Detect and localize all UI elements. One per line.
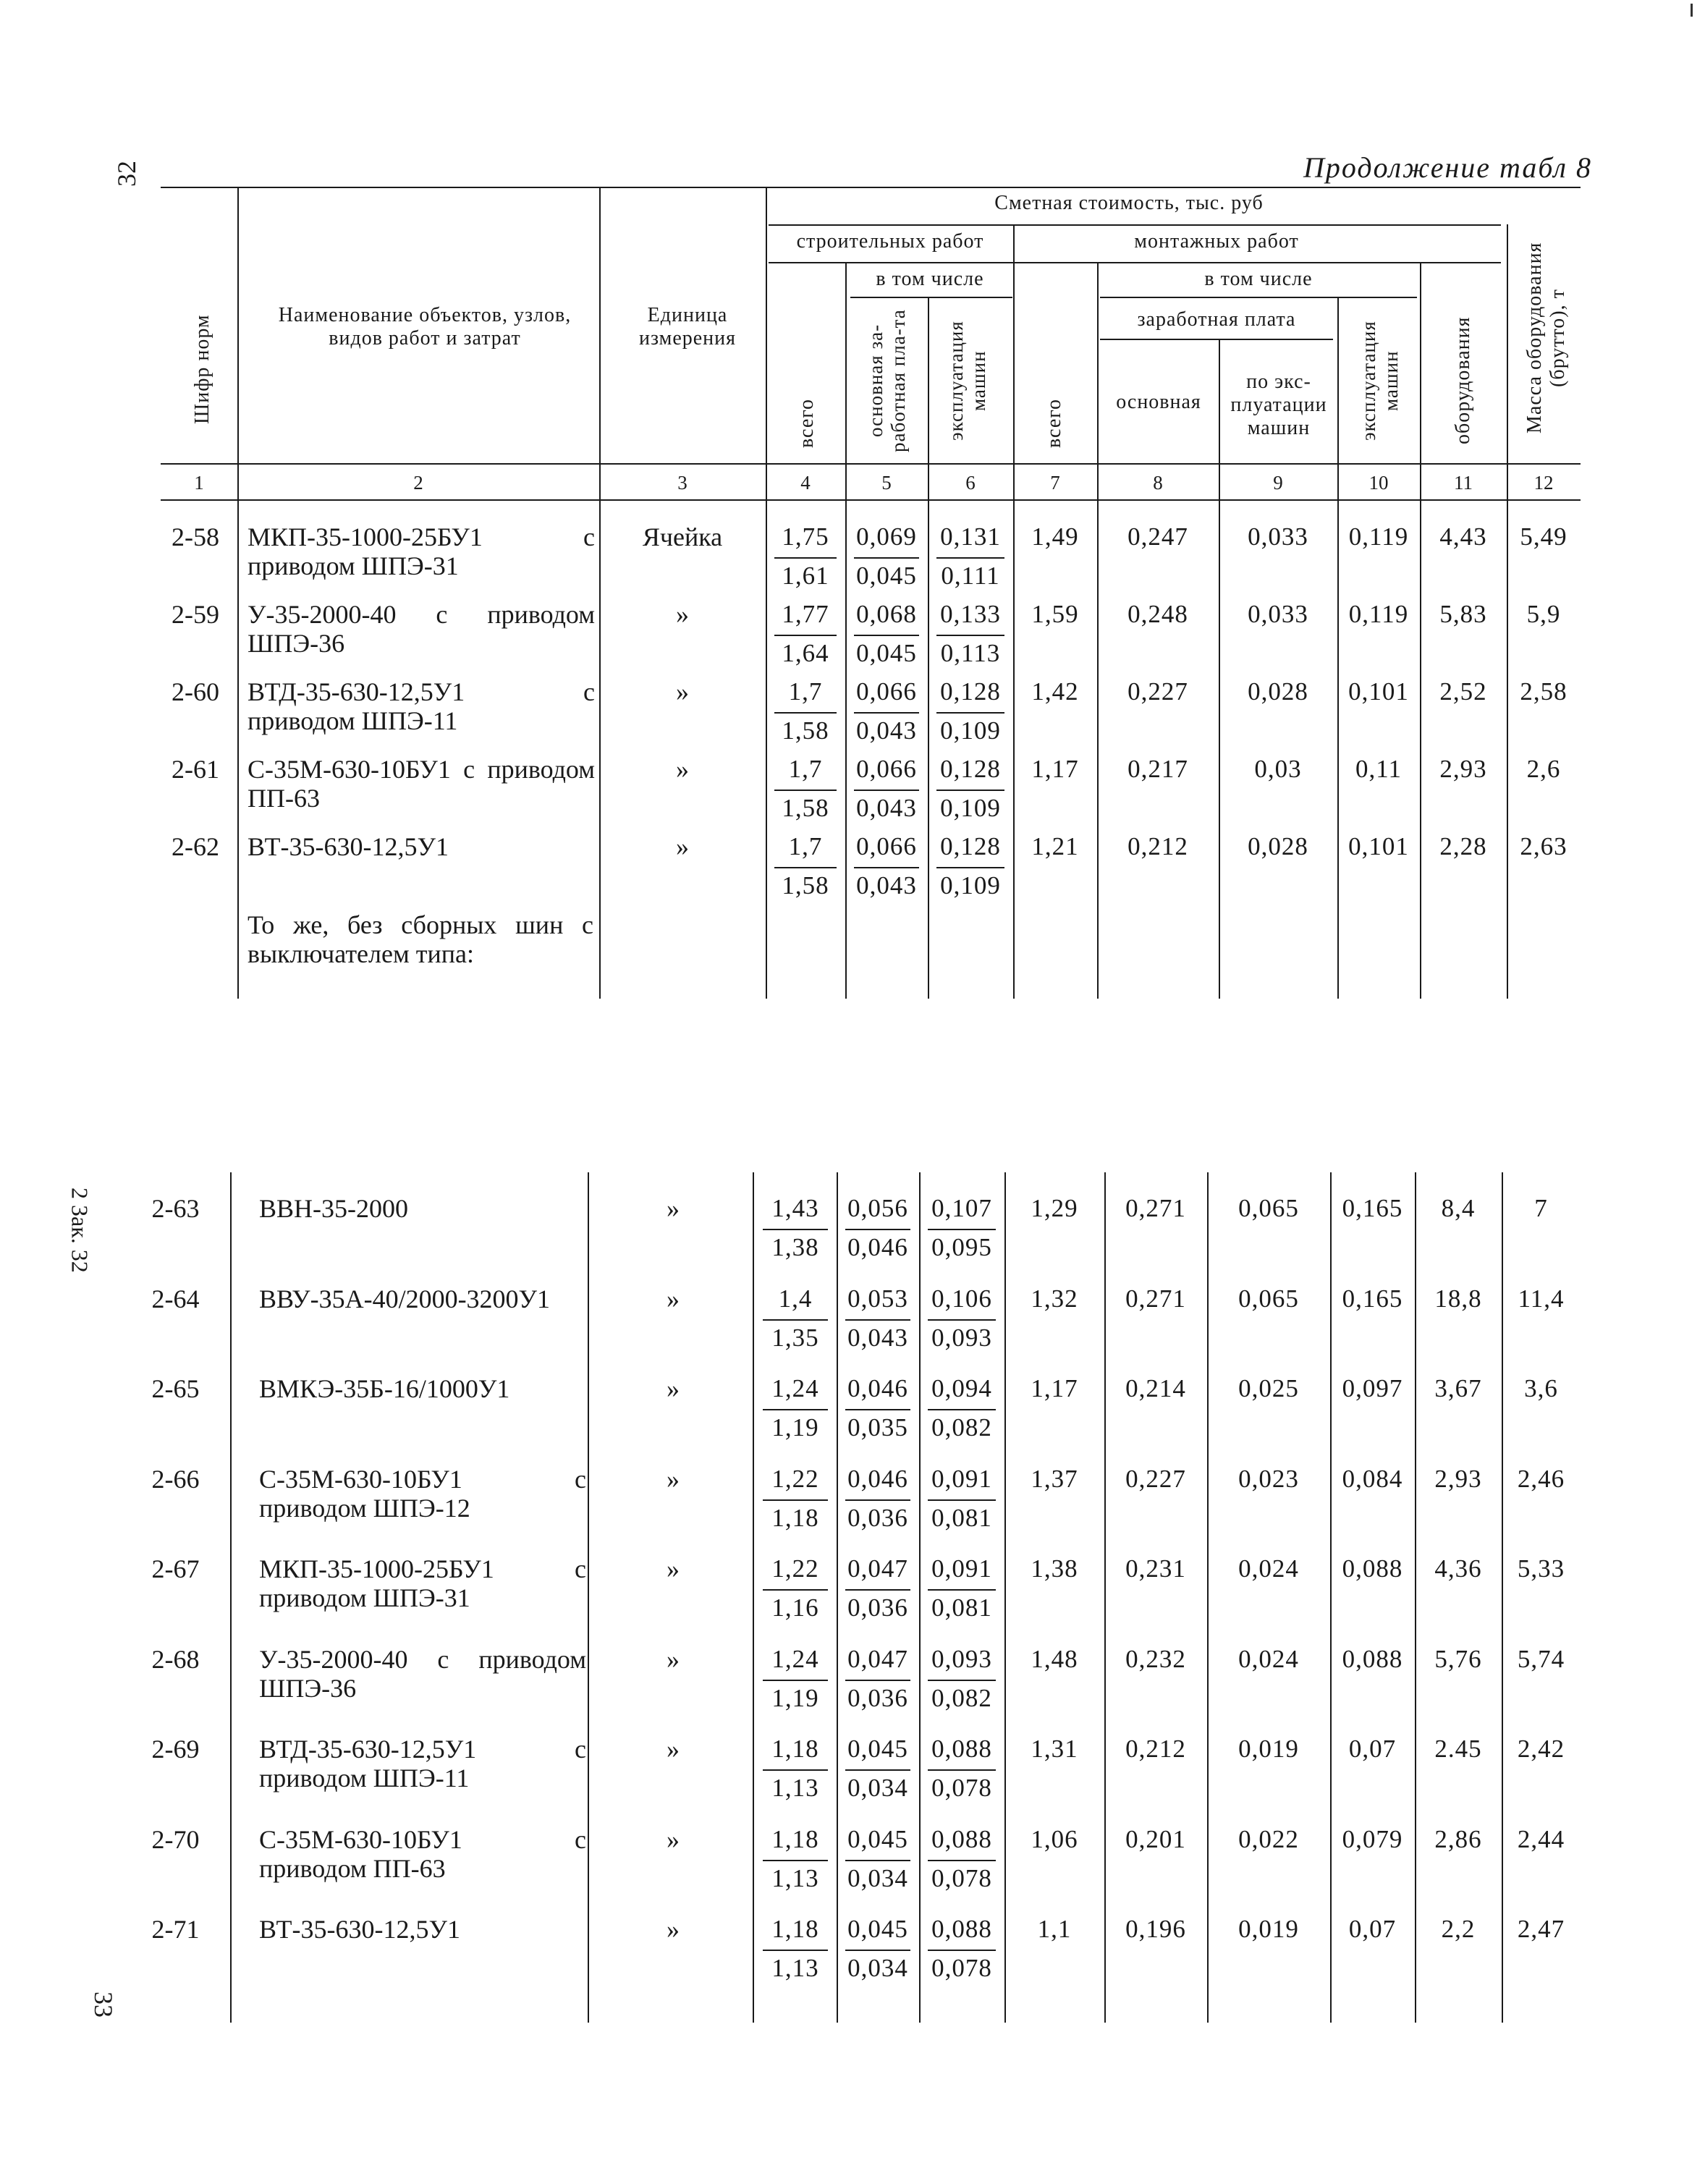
value-c9: 0,024 [1238, 1644, 1299, 1673]
fraction-line [763, 1769, 828, 1771]
unit: » [676, 832, 689, 861]
norm-code: 2-67 [151, 1554, 200, 1583]
value-c5b: 0,036 [847, 1593, 908, 1622]
norm-code: 2-63 [151, 1194, 200, 1223]
value-c6b: 0,081 [931, 1593, 992, 1622]
fraction-line [936, 712, 1004, 714]
corner-mark [1691, 4, 1693, 17]
value-c11: 4,36 [1434, 1554, 1482, 1583]
unit: » [667, 1284, 680, 1313]
fraction-line [763, 1589, 828, 1591]
value-c11: 2,52 [1439, 677, 1487, 706]
column-number: 2 [413, 472, 423, 494]
column-number: 1 [194, 472, 204, 494]
value-c6: 0,088 [931, 1824, 992, 1853]
fraction-line [928, 1409, 996, 1410]
norm-code: 2-62 [172, 832, 219, 861]
value-c9: 0,065 [1238, 1194, 1299, 1222]
header-oborud: оборудования [1451, 316, 1474, 445]
norm-code: 2-61 [172, 755, 219, 784]
value-c9: 0,022 [1238, 1824, 1299, 1853]
fraction-line [936, 557, 1004, 559]
column-rule [1219, 499, 1220, 999]
column-number: 4 [800, 472, 811, 494]
column-number: 7 [1050, 472, 1060, 494]
fraction-line [854, 557, 919, 559]
value-c8: 0,247 [1128, 522, 1188, 551]
fraction-line [936, 790, 1004, 791]
value-c4b: 1,61 [782, 562, 829, 590]
value-c8: 0,232 [1125, 1644, 1186, 1673]
value-c5b: 0,046 [847, 1233, 908, 1261]
value-c12: 2,63 [1520, 832, 1568, 860]
value-c4b: 1,16 [771, 1593, 819, 1622]
value-c9: 0,024 [1238, 1554, 1299, 1583]
value-c12: 2,6 [1526, 755, 1561, 783]
value-c4: 1,7 [788, 832, 823, 860]
unit: » [667, 1194, 680, 1223]
value-c4: 1,77 [782, 600, 829, 628]
value-c5b: 0,043 [856, 871, 917, 900]
fraction-line [854, 867, 919, 868]
norm-code: 2-60 [172, 677, 219, 706]
header-ekspl-2: эксплуатация машин [1357, 321, 1402, 441]
value-c5: 0,068 [856, 600, 917, 628]
column-rule [1507, 499, 1508, 999]
value-c4: 1,24 [771, 1644, 819, 1673]
value-c11: 2,93 [1434, 1464, 1482, 1493]
value-c8: 0,231 [1125, 1554, 1186, 1583]
fraction-line [854, 790, 919, 791]
value-c5b: 0,034 [847, 1863, 908, 1892]
column-number: 10 [1368, 472, 1389, 494]
value-c5: 0,069 [856, 522, 917, 551]
item-name: ВТ-35-630-12,5У1 [259, 1915, 460, 1944]
value-c5: 0,045 [847, 1824, 908, 1853]
unit: » [667, 1735, 680, 1764]
item-name: ВТД-35-630-12,5У1 с приводом ШПЭ-11 [248, 677, 595, 736]
value-c5b: 0,035 [847, 1413, 908, 1442]
value-c7: 1,42 [1031, 677, 1079, 706]
value-c10: 0,101 [1348, 677, 1409, 706]
value-c5: 0,047 [847, 1644, 908, 1673]
value-c7: 1,17 [1031, 755, 1079, 783]
fraction-line [845, 1229, 910, 1230]
value-c10: 0,165 [1342, 1194, 1403, 1222]
value-c4b: 1,64 [782, 639, 829, 667]
unit: » [667, 1464, 680, 1494]
value-c5b: 0,034 [847, 1774, 908, 1802]
value-c9: 0,028 [1248, 677, 1308, 706]
value-c6: 0,128 [940, 755, 1001, 783]
fraction-line [936, 867, 1004, 868]
value-c6: 0,106 [931, 1284, 992, 1313]
column-rule [1337, 499, 1339, 999]
value-c12: 7 [1534, 1194, 1548, 1222]
value-c7: 1,32 [1031, 1284, 1078, 1313]
fraction-line [928, 1499, 996, 1501]
value-c7: 1,31 [1031, 1735, 1078, 1763]
value-c12: 3,6 [1524, 1374, 1558, 1402]
zak-label: 2 Зак. 32 [67, 1188, 93, 1273]
value-c4: 1,43 [771, 1194, 819, 1222]
value-c6: 0,107 [931, 1194, 992, 1222]
value-c8: 0,214 [1125, 1374, 1186, 1402]
header-massa: Масса оборудования (брутто), т [1523, 242, 1569, 434]
value-c4b: 1,38 [771, 1233, 819, 1261]
value-c4: 1,75 [782, 522, 829, 551]
value-c11: 3,67 [1434, 1374, 1482, 1402]
value-c4b: 1,35 [771, 1323, 819, 1352]
value-c10: 0,07 [1348, 1915, 1397, 1943]
value-c5b: 0,045 [856, 639, 917, 667]
value-c7: 1,38 [1031, 1554, 1078, 1583]
value-c6b: 0,082 [931, 1683, 992, 1712]
value-c4b: 1,13 [771, 1954, 819, 1982]
unit: » [667, 1824, 680, 1854]
value-c9: 0,033 [1248, 600, 1308, 628]
value-c4b: 1,58 [782, 716, 829, 745]
value-c10: 0,101 [1348, 832, 1409, 860]
value-c10: 0,11 [1355, 755, 1402, 783]
norm-code: 2-58 [172, 522, 219, 551]
value-c10: 0,119 [1348, 522, 1409, 551]
norm-code: 2-69 [151, 1735, 200, 1764]
unit: Ячейка [642, 522, 723, 551]
column-number: 11 [1454, 472, 1473, 494]
item-name: ВВУ-35А-40/2000-3200У1 [259, 1284, 551, 1313]
value-c12: 2,46 [1517, 1464, 1565, 1493]
value-c6b: 0,109 [940, 871, 1001, 900]
value-c4b: 1,13 [771, 1774, 819, 1802]
fraction-line [774, 557, 837, 559]
header-vsego-2: всего [1042, 398, 1065, 449]
column-number: 8 [1153, 472, 1163, 494]
header-osn-zp: основная за-работная пла-та [864, 309, 909, 452]
value-c7: 1,49 [1031, 522, 1079, 551]
column-rule [1097, 499, 1099, 999]
value-c5b: 0,043 [856, 716, 917, 745]
value-c11: 2,93 [1439, 755, 1487, 783]
fraction-line [854, 635, 919, 636]
value-c4: 1,22 [771, 1464, 819, 1493]
value-c12: 2,42 [1517, 1735, 1565, 1763]
fraction-line [774, 790, 837, 791]
fraction-line [763, 1680, 828, 1681]
value-c4: 1,18 [771, 1824, 819, 1853]
value-c5: 0,045 [847, 1915, 908, 1943]
value-c6: 0,128 [940, 677, 1001, 706]
value-c8: 0,271 [1125, 1194, 1186, 1222]
value-c8: 0,227 [1125, 1464, 1186, 1493]
value-c6b: 0,078 [931, 1954, 992, 1982]
value-c6: 0,131 [940, 522, 1001, 551]
value-c8: 0,271 [1125, 1284, 1186, 1313]
value-c4b: 1,18 [771, 1503, 819, 1532]
fraction-line [763, 1950, 828, 1951]
norm-code: 2-68 [151, 1644, 200, 1674]
value-c6: 0,088 [931, 1915, 992, 1943]
value-c12: 2,44 [1517, 1824, 1565, 1853]
value-c10: 0,119 [1348, 600, 1409, 628]
norm-code: 2-71 [151, 1915, 200, 1944]
value-c4: 1,22 [771, 1554, 819, 1583]
value-c6b: 0,078 [931, 1863, 992, 1892]
value-c12: 5,33 [1517, 1554, 1565, 1583]
fraction-line [763, 1409, 828, 1410]
value-c6b: 0,095 [931, 1233, 992, 1261]
fraction-line [928, 1680, 996, 1681]
value-c8: 0,248 [1128, 600, 1188, 628]
value-c12: 5,74 [1517, 1644, 1565, 1673]
header-smetnaya: Сметная стоимость, тыс. руб [994, 192, 1264, 214]
value-c5: 0,056 [847, 1194, 908, 1222]
column-rule [237, 499, 239, 999]
fraction-line [774, 635, 837, 636]
value-c5b: 0,034 [847, 1954, 908, 1982]
value-c6b: 0,081 [931, 1503, 992, 1532]
value-c5: 0,046 [847, 1374, 908, 1402]
unit: » [676, 677, 689, 706]
header-code: Шифр норм [190, 314, 213, 424]
item-name: С-35М-630-10БУ1 с приводом ШПЭ-12 [259, 1464, 586, 1523]
header-name: Наименование объектов, узлов, видов работ и затрат [278, 304, 572, 350]
item-name: С-35М-630-10БУ1 с приводом ПП-63 [248, 755, 595, 813]
value-c5: 0,066 [856, 832, 917, 860]
norm-code: 2-66 [151, 1464, 200, 1494]
value-c6b: 0,109 [940, 794, 1001, 822]
norm-code: 2-65 [151, 1374, 200, 1403]
value-c5: 0,053 [847, 1284, 908, 1313]
value-c5: 0,046 [847, 1464, 908, 1493]
value-c8: 0,227 [1128, 677, 1188, 706]
fraction-line [928, 1229, 996, 1230]
header-ekspl-1: эксплуатация машин [944, 321, 989, 441]
value-c12: 11,4 [1518, 1284, 1565, 1313]
item-name: ВТ-35-630-12,5У1 [248, 832, 449, 861]
value-c6: 0,091 [931, 1464, 992, 1493]
value-c4: 1,7 [788, 755, 823, 783]
value-c9: 0,065 [1238, 1284, 1299, 1313]
column-rule [599, 499, 601, 999]
value-c5b: 0,043 [847, 1323, 908, 1352]
page-number-left: 32 [112, 161, 141, 187]
header-montazh: монтажных работ [1134, 230, 1299, 253]
header-osnovnaya: основная [1116, 391, 1201, 413]
fraction-line [845, 1950, 910, 1951]
fraction-line [845, 1499, 910, 1501]
unit: » [676, 755, 689, 784]
value-c6: 0,133 [940, 600, 1001, 628]
header-zarplata: заработная плата [1137, 308, 1296, 331]
value-c11: 2,86 [1434, 1824, 1482, 1853]
column-number: 9 [1273, 472, 1283, 494]
value-c7: 1,1 [1037, 1915, 1072, 1943]
header-stroit: строительных работ [796, 230, 984, 253]
value-c5b: 0,043 [856, 794, 917, 822]
header-vsego-1: всего [795, 398, 818, 449]
header-po-ekspl: по экс-плуатации машин [1230, 371, 1327, 440]
value-c5: 0,047 [847, 1554, 908, 1583]
value-c9: 0,033 [1248, 522, 1308, 551]
norm-code: 2-70 [151, 1824, 200, 1854]
value-c12: 5,49 [1520, 522, 1568, 551]
column-rule [1013, 499, 1015, 999]
column-number: 6 [965, 472, 976, 494]
value-c5: 0,066 [856, 755, 917, 783]
fraction-line [763, 1860, 828, 1861]
value-c8: 0,212 [1128, 832, 1188, 860]
value-c7: 1,06 [1031, 1824, 1078, 1853]
value-c11: 4,43 [1439, 522, 1487, 551]
value-c12: 5,9 [1526, 600, 1561, 628]
unit: » [667, 1554, 680, 1583]
value-c6: 0,128 [940, 832, 1001, 860]
column-number: 3 [677, 472, 688, 494]
value-c5b: 0,045 [856, 562, 917, 590]
column-rule [1420, 499, 1421, 999]
fraction-line [763, 1319, 828, 1321]
item-name: ВТД-35-630-12,5У1 с приводом ШПЭ-11 [259, 1735, 586, 1793]
header-unit: Единица измерения [638, 304, 737, 350]
value-c4: 1,4 [778, 1284, 813, 1313]
value-c6b: 0,111 [941, 562, 1000, 590]
fraction-line [928, 1769, 996, 1771]
value-c12: 2,47 [1517, 1915, 1565, 1943]
value-c10: 0,084 [1342, 1464, 1403, 1493]
value-c4: 1,24 [771, 1374, 819, 1402]
fraction-line [845, 1769, 910, 1771]
value-c10: 0,088 [1342, 1554, 1403, 1583]
value-c12: 2,58 [1520, 677, 1568, 706]
unit: » [667, 1915, 680, 1944]
fraction-line [845, 1409, 910, 1410]
item-name: ВВН-35-2000 [259, 1194, 408, 1223]
fraction-line [845, 1680, 910, 1681]
value-c8: 0,217 [1128, 755, 1188, 783]
value-c9: 0,019 [1238, 1735, 1299, 1763]
fraction-line [928, 1860, 996, 1861]
fraction-line [774, 867, 837, 868]
value-c6: 0,093 [931, 1644, 992, 1673]
value-c6b: 0,109 [940, 716, 1001, 745]
value-c9: 0,023 [1238, 1464, 1299, 1493]
column-rule [230, 1172, 232, 2023]
value-c9: 0,028 [1248, 832, 1308, 860]
fraction-line [845, 1860, 910, 1861]
unit: » [676, 600, 689, 629]
value-c6b: 0,093 [931, 1323, 992, 1352]
item-name: МКП-35-1000-25БУ1 с приводом ШПЭ-31 [248, 522, 595, 581]
value-c6b: 0,078 [931, 1774, 992, 1802]
value-c11: 2.45 [1434, 1735, 1482, 1763]
fraction-line [845, 1589, 910, 1591]
fraction-line [763, 1499, 828, 1501]
value-c5: 0,066 [856, 677, 917, 706]
value-c11: 8,4 [1441, 1194, 1476, 1222]
column-number: 5 [881, 472, 892, 494]
value-c6: 0,088 [931, 1735, 992, 1763]
value-c4b: 1,58 [782, 871, 829, 900]
value-c5b: 0,036 [847, 1683, 908, 1712]
value-c4b: 1,19 [771, 1413, 819, 1442]
value-c11: 18,8 [1434, 1284, 1482, 1313]
value-c7: 1,17 [1031, 1374, 1078, 1402]
value-c10: 0,079 [1342, 1824, 1403, 1853]
norm-code: 2-59 [172, 600, 219, 629]
value-c11: 5,83 [1439, 600, 1487, 628]
continuation-caption: Продолжение табл 8 [1303, 151, 1592, 184]
value-c4b: 1,58 [782, 794, 829, 822]
value-c8: 0,196 [1125, 1915, 1186, 1943]
value-c7: 1,21 [1031, 832, 1079, 860]
value-c7: 1,48 [1031, 1644, 1078, 1673]
fraction-line [928, 1950, 996, 1951]
value-c9: 0,03 [1254, 755, 1302, 783]
item-name: ВМКЭ-35Б-16/1000У1 [259, 1374, 510, 1403]
item-name: У-35-2000-40 с приводом ШПЭ-36 [259, 1644, 586, 1703]
value-c7: 1,29 [1031, 1194, 1078, 1222]
value-c4: 1,7 [788, 677, 823, 706]
value-c6: 0,091 [931, 1554, 992, 1583]
column-rule [588, 1172, 589, 2023]
value-c6b: 0,113 [940, 639, 1001, 667]
item-name: У-35-2000-40 с приводом ШПЭ-36 [248, 600, 595, 659]
item-name: С-35М-630-10БУ1 с приводом ПП-63 [259, 1824, 586, 1883]
fraction-line [763, 1229, 828, 1230]
value-c6b: 0,082 [931, 1413, 992, 1442]
fraction-line [845, 1319, 910, 1321]
norm-code: 2-64 [151, 1284, 200, 1313]
value-c10: 0,165 [1342, 1284, 1403, 1313]
value-c4b: 1,19 [771, 1683, 819, 1712]
value-c11: 5,76 [1434, 1644, 1482, 1673]
value-c10: 0,097 [1342, 1374, 1403, 1402]
value-c7: 1,37 [1031, 1464, 1078, 1493]
value-c8: 0,212 [1125, 1735, 1186, 1763]
unit: » [667, 1374, 680, 1403]
fraction-line [936, 635, 1004, 636]
value-c9: 0,019 [1238, 1915, 1299, 1943]
fraction-line [854, 712, 919, 714]
header-v-tom-chisle-1: в том числе [876, 268, 984, 290]
value-c9: 0,025 [1238, 1374, 1299, 1402]
header-v-tom-chisle-2: в том числе [1204, 268, 1313, 290]
value-c6: 0,094 [931, 1374, 992, 1402]
table1-note: То же, без сборных шин с выключателем типа: [248, 910, 593, 969]
value-c4: 1,18 [771, 1915, 819, 1943]
page-number-right: 33 [89, 1992, 118, 2018]
column-number: 12 [1533, 472, 1554, 494]
value-c8: 0,201 [1125, 1824, 1186, 1853]
item-name: МКП-35-1000-25БУ1 с приводом ШПЭ-31 [259, 1554, 586, 1613]
value-c10: 0,088 [1342, 1644, 1403, 1673]
value-c11: 2,28 [1439, 832, 1487, 860]
value-c7: 1,59 [1031, 600, 1079, 628]
value-c11: 2,2 [1441, 1915, 1476, 1943]
value-c5b: 0,036 [847, 1503, 908, 1532]
value-c4: 1,18 [771, 1735, 819, 1763]
unit: » [667, 1644, 680, 1674]
fraction-line [928, 1589, 996, 1591]
fraction-line [928, 1319, 996, 1321]
value-c10: 0,07 [1348, 1735, 1397, 1763]
fraction-line [774, 712, 837, 714]
value-c4b: 1,13 [771, 1863, 819, 1892]
value-c5: 0,045 [847, 1735, 908, 1763]
